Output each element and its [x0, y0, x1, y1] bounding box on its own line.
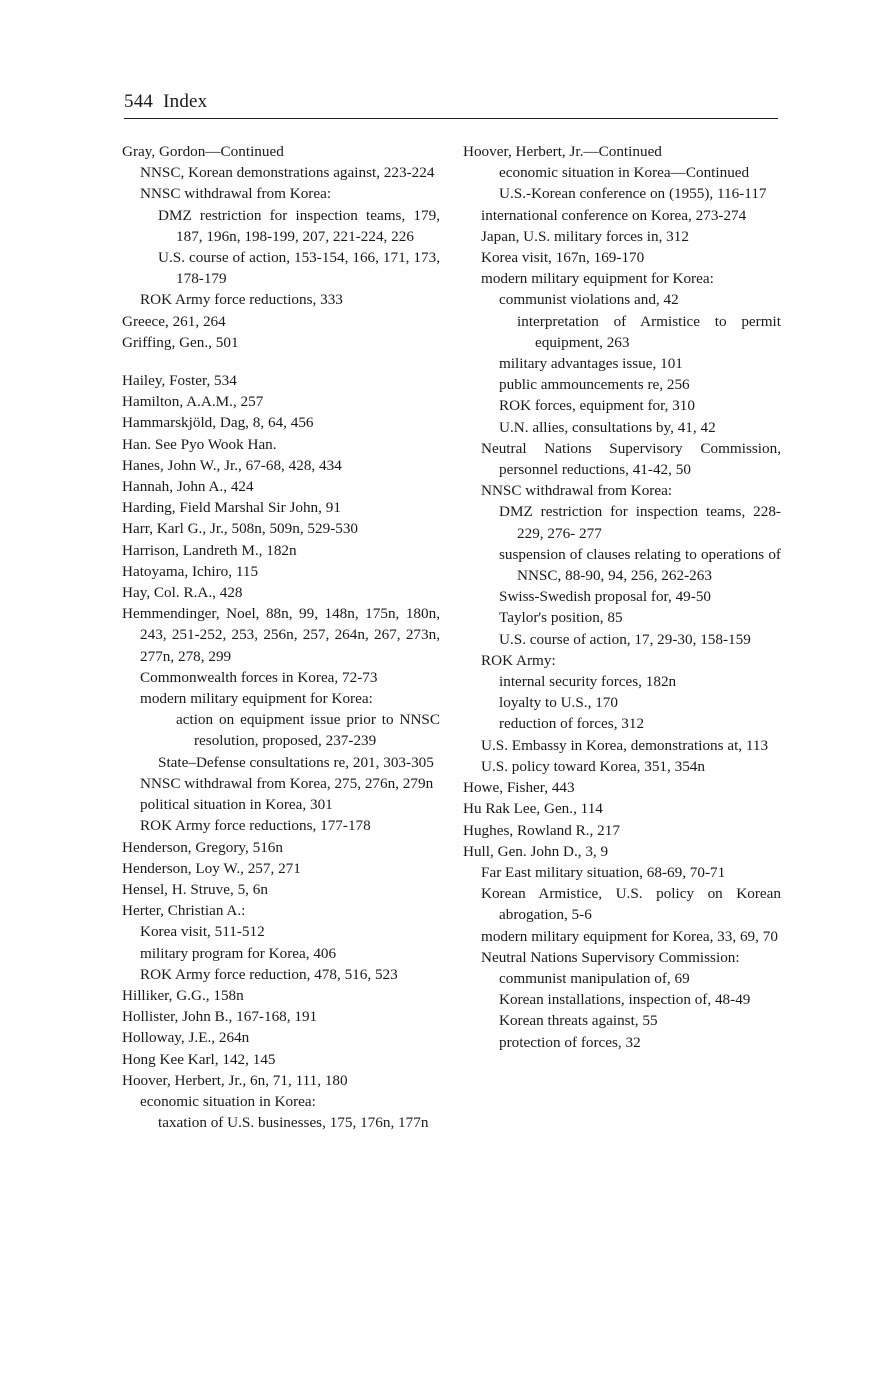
index-entry: Hollister, John B., 167-168, 191: [122, 1008, 318, 1026]
index-subentry: DMZ restriction for inspection teams, 228-229, 276- 277: [499, 503, 781, 542]
index-subentry: NNSC withdrawal from Korea, 275, 276n, 279n: [140, 774, 434, 792]
index-subentry: NNSC withdrawal from Korea:: [481, 482, 673, 500]
index-subentry: modern military equipment for Korea, 33, 69, 70: [481, 927, 778, 945]
index-column-right: [463, 141, 781, 1053]
index-entry: Hay, Col. R.A., 428: [122, 584, 243, 602]
index-entry: Howe, Fisher, 443: [463, 779, 575, 797]
index-subentry: economic situation in Korea—Continued: [499, 164, 750, 182]
index-entry: Greece, 261, 264: [122, 312, 226, 330]
index-entry: Harr, Karl G., Jr., 508n, 509n, 529-530: [122, 520, 359, 538]
page-number: 544: [124, 91, 154, 112]
index-subentry: international conference on Korea, 273-274: [481, 206, 747, 224]
index-subentry: Japan, U.S. military forces in, 312: [481, 227, 689, 245]
index-subentry: ROK Army:: [481, 651, 556, 669]
index-subentry: Neutral Nations Supervisory Commission:: [481, 948, 740, 966]
index-subentry: U.S. policy toward Korea, 351, 354n: [481, 757, 705, 775]
index-entry: Gray, Gordon—Continued: [122, 143, 284, 160]
index-subentry: Swiss-Swedish proposal for, 49-50: [499, 588, 712, 606]
index-subentry: NNSC withdrawal from Korea:: [140, 185, 332, 203]
index-entry: Hensel, H. Struve, 5, 6n: [122, 880, 268, 898]
index-entry: Hailey, Foster, 534: [122, 372, 237, 390]
index-subentry: ROK Army force reductions, 177-178: [140, 817, 371, 835]
index-entry: Hoover, Herbert, Jr.—Continued: [463, 143, 662, 160]
index-subentry: Korea visit, 167n, 169-170: [481, 249, 645, 267]
index-subentry: Taylor's position, 85: [499, 609, 623, 627]
index-entry: Hu Rak Lee, Gen., 114: [463, 800, 603, 818]
index-subentry: public ammouncements re, 256: [499, 376, 690, 394]
index-subentry: interpretation of Armistice to permit equipment, 263: [517, 312, 781, 351]
index-subentry: action on equipment issue prior to NNSC resolution, proposed, 237-239: [176, 711, 440, 750]
index-subentry: U.S. Embassy in Korea, demonstrations at, 113: [481, 736, 769, 754]
index-subentry: reduction of forces, 312: [499, 715, 645, 733]
index-subentry: taxation of U.S. businesses, 175, 176n, 177n: [158, 1114, 429, 1132]
index-entry: Hanes, John W., Jr., 67-68, 428, 434: [122, 456, 342, 474]
index-entry: Hammarskjöld, Dag, 8, 64, 456: [122, 414, 314, 432]
index-entry: Hemmendinger, Noel, 88n, 99, 148n, 175n, 180n, 243, 251-252, 253, 256n, 257, 264n, 267, 273n, 277n, 278, 299: [122, 605, 440, 665]
index-entry: Hannah, John A., 424: [122, 478, 254, 496]
index-subentry: communist violations and, 42: [499, 291, 679, 309]
index-column-left: [122, 141, 440, 1133]
index-subentry: U.S. course of action, 153-154, 166, 171, 173, 178-179: [158, 249, 440, 288]
index-subentry: U.S.-Korean conference on (1955), 116-117: [499, 185, 767, 203]
index-subentry: economic situation in Korea:: [140, 1092, 316, 1110]
index-entry: Harrison, Landreth M., 182n: [122, 541, 297, 559]
index-subentry: modern military equipment for Korea:: [140, 690, 373, 708]
index-subentry: Commonwealth forces in Korea, 72-73: [140, 668, 378, 686]
index-entry: Herter, Christian A.:: [122, 902, 246, 920]
index-subentry: communist manipulation of, 69: [499, 969, 690, 987]
letter-group-gap: [122, 353, 440, 370]
index-subentry: suspension of clauses relating to operations of NNSC, 88-90, 94, 256, 262-263: [499, 545, 781, 585]
index-entry: Hughes, Rowland R., 217: [463, 821, 620, 839]
index-subentry: U.S. course of action, 17, 29-30, 158-159: [499, 630, 751, 648]
index-subentry: modern military equipment for Korea:: [481, 270, 714, 288]
index-subentry: ROK Army force reductions, 333: [140, 291, 343, 309]
index-entry: Hamilton, A.A.M., 257: [122, 393, 264, 411]
index-subentry: Korean threats against, 55: [499, 1012, 658, 1030]
index-subentry: Korean installations, inspection of, 48-49: [499, 991, 751, 1009]
index-subentry: Korean Armistice, U.S. policy on Korean abrogation, 5-6: [481, 885, 781, 924]
index-entry: Han. See Pyo Wook Han.: [122, 435, 277, 453]
index-entry: Holloway, J.E., 264n: [122, 1029, 250, 1047]
index-subentry: ROK Army force reduction, 478, 516, 523: [140, 965, 398, 983]
index-subentry: military advantages issue, 101: [499, 355, 683, 373]
index-subentry: loyalty to U.S., 170: [499, 694, 618, 712]
index-subentry: internal security forces, 182n: [499, 673, 677, 691]
index-entry: Griffing, Gen., 501: [122, 333, 239, 351]
index-subentry: Far East military situation, 68-69, 70-71: [481, 863, 726, 881]
index-subentry: Korea visit, 511-512: [140, 923, 265, 941]
index-entry: Henderson, Loy W., 257, 271: [122, 859, 301, 877]
index-subentry: protection of forces, 32: [499, 1033, 641, 1051]
index-subentry: DMZ restriction for inspection teams, 179, 187, 196n, 198-199, 207, 221-224, 226: [158, 206, 440, 245]
index-entry: Hull, Gen. John D., 3, 9: [463, 842, 609, 860]
index-subentry: military program for Korea, 406: [140, 944, 337, 962]
index-subentry: U.N. allies, consultations by, 41, 42: [499, 418, 716, 436]
index-entry: Hong Kee Karl, 142, 145: [122, 1050, 276, 1068]
page-header: [124, 88, 778, 119]
index-subentry: ROK forces, equipment for, 310: [499, 397, 695, 415]
index-entry: Henderson, Gregory, 516n: [122, 838, 283, 856]
index-subentry: NNSC, Korean demonstrations against, 223-224: [140, 164, 435, 182]
index-entry: Harding, Field Marshal Sir John, 91: [122, 499, 341, 517]
page-title: Index: [163, 91, 208, 112]
index-subentry: political situation in Korea, 301: [140, 796, 333, 814]
index-entry: Hoover, Herbert, Jr., 6n, 71, 111, 180: [122, 1071, 348, 1089]
index-entry: Hatoyama, Ichiro, 115: [122, 562, 259, 580]
index-subentry: Neutral Nations Supervisory Commission, personnel reductions, 41-42, 50: [481, 439, 781, 479]
index-entry: Hilliker, G.G., 158n: [122, 986, 244, 1004]
index-subentry: State–Defense consultations re, 201, 303-305: [158, 753, 434, 771]
